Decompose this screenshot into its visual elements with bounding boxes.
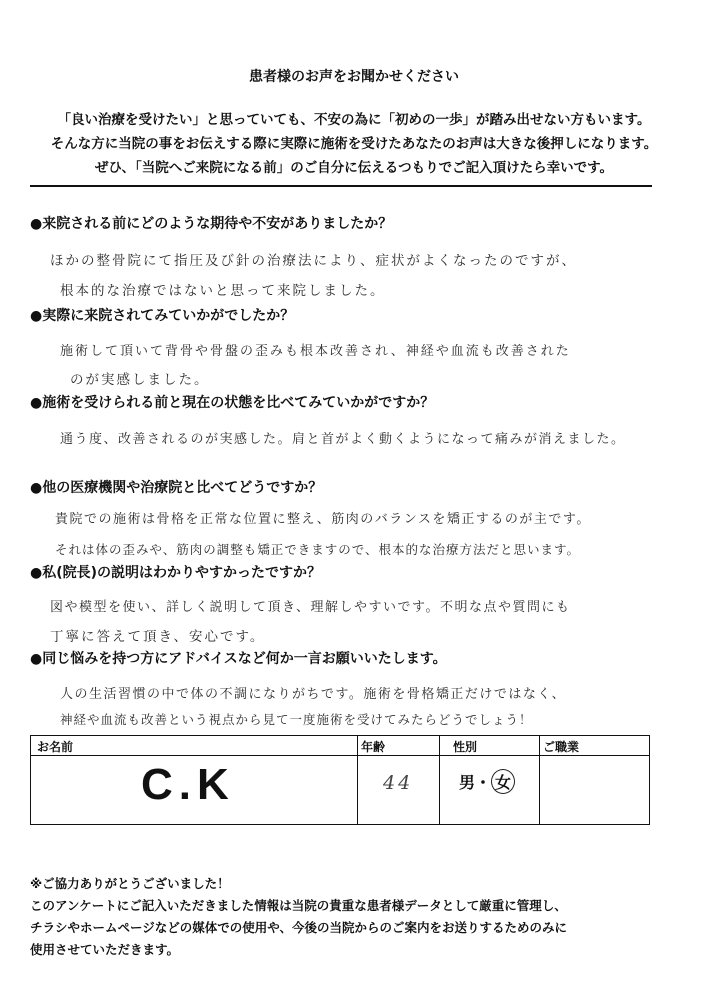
footer-privacy-line-3: 使用させていただきます。	[30, 942, 180, 957]
occupation-label: ご職業	[543, 740, 580, 754]
question-advice: ●同じ悩みを持つ方にアドバイスなど何か一言お願いいたします。	[30, 651, 447, 667]
answer-explanation-line-2: 丁寧に答えて頂き、安心です。	[50, 629, 266, 645]
table-column-divider	[357, 736, 358, 824]
answer-first-visit-line-1: 施術して頂いて背骨や骨盤の歪みも根本改善され、神経や血流も改善された	[60, 344, 571, 359]
gender-label: 性別	[453, 740, 478, 754]
footer-privacy-line-1: このアンケートにご記入いただきました情報は当院の貴重な患者様データとして厳重に管理し、	[30, 898, 567, 913]
respondent-info-table	[30, 735, 650, 825]
name-value: C.K	[141, 760, 235, 809]
answer-comparison-line-1: 貴院での施術は骨格を正常な位置に整え、筋肉のバランスを矯正するのが主です。	[55, 512, 591, 527]
gender-options	[459, 769, 515, 794]
intro-line-1: 「良い治療を受けたい」と思っていても、不安の為に「初めの一歩」が踏み出せない方もいます。	[57, 112, 651, 128]
answer-first-visit-line-2: のが実感しました。	[70, 372, 210, 388]
footer-privacy-line-2: チラシやホームページなどの媒体での使用や、今後の当院からのご案内をお送りするためのみに	[30, 920, 568, 935]
answer-explanation-line-1: 図や模型を使い、詳しく説明して頂き、理解しやすいです。不明な点や質問にも	[50, 600, 571, 615]
footer-thanks: ※ご協力ありがとうございました！	[30, 876, 230, 891]
page-title: 患者様のお声をお聞かせください	[249, 69, 459, 85]
question-first-visit: ●実際に来院されてみていかがでしたか？	[30, 308, 295, 324]
intro-line-2: そんな方に当院の事をお伝えする際に実際に施術を受けたあなたのお声は大きな後押しになります。	[50, 136, 658, 152]
answer-expectations-line-1: ほかの整骨院にて指圧及び針の治療法により、症状がよくなったのですが、	[50, 253, 577, 269]
answer-advice-line-1: 人の生活習慣の中で体の不調になりがちです。施術を骨格矯正だけではなく、	[60, 687, 567, 702]
question-before-after: ●施術を受けられる前と現在の状態を比べてみていかがですか？	[30, 395, 435, 411]
question-expectations: ●来院される前にどのような期待や不安がありましたか？	[30, 216, 393, 232]
gender-option-male: 男	[459, 773, 476, 792]
gender-separator: ・	[475, 773, 492, 792]
table-column-divider	[539, 736, 540, 824]
answer-expectations-line-2: 根本的な治療ではないと思って来院しました。	[60, 283, 386, 299]
header-divider	[30, 185, 652, 187]
intro-line-3: ぜひ、「当院へご来院になる前」のご自分に伝えるつもりでご記入頂けたら幸いです。	[95, 160, 613, 176]
table-header-divider	[31, 755, 649, 756]
answer-advice-line-2: 神経や血流も改善という視点から見て一度施術を受けてみたらどうでしょう！	[60, 712, 533, 727]
answer-comparison-line-2: それは体の歪みや、筋肉の調整も矯正できますので、根本的な治療方法だと思います。	[55, 542, 581, 557]
gender-option-female-circled: 女	[491, 769, 515, 794]
name-label: お名前	[37, 740, 74, 754]
age-value: 44	[383, 772, 414, 794]
question-comparison: ●他の医療機関や治療院と比べてどうですか？	[30, 480, 323, 496]
age-label: 年齢	[361, 740, 386, 754]
answer-before-after-line-1: 通う度、改善されるのが実感した。肩と首がよく動くようになって痛みが消えました。	[60, 432, 626, 447]
table-column-divider	[439, 736, 440, 824]
question-explanation: ●私(院長)の説明はわかりやすかったですか？	[30, 565, 322, 581]
